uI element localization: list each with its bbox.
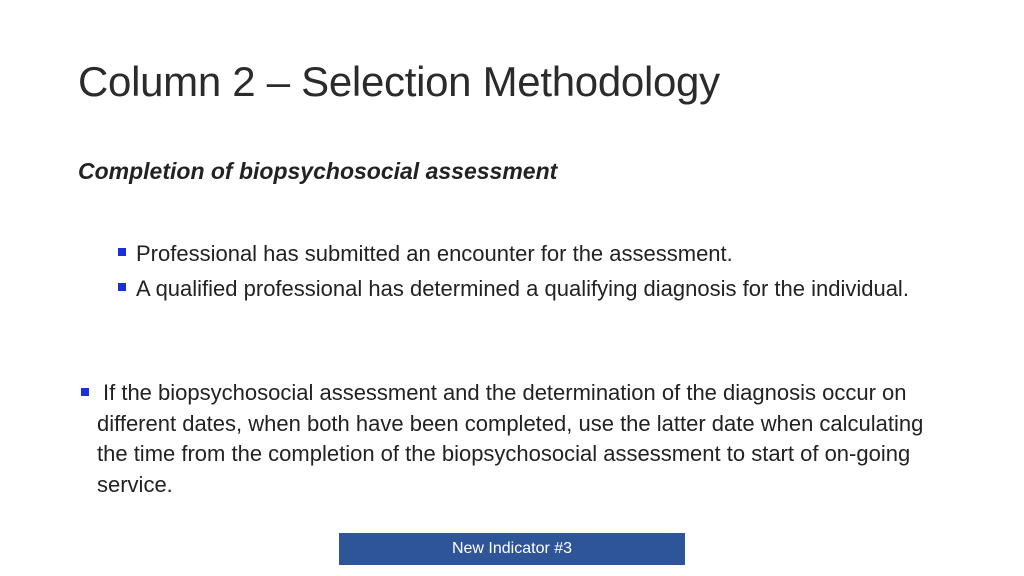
square-bullet-icon: [118, 283, 126, 291]
sub-bullet-list: [116, 238, 936, 308]
square-bullet-icon: [118, 248, 126, 256]
slide-title: Column 2 – Selection Methodology: [78, 58, 720, 105]
subtitle: Completion of biopsychosocial assessment: [78, 158, 558, 184]
main-bullet-text: If the biopsychosocial assessment and the determination of the diagnosis occur on different dates, when both have been completed, use the latter date when calculating the time from the completion of the biopsychosocial assessment to start of on-going service.: [97, 380, 924, 497]
main-bullet: [78, 378, 958, 500]
footer-label: New Indicator #3: [339, 533, 685, 565]
list-item-text: A qualified professional has determined a qualifying diagnosis for the individual.: [136, 276, 909, 301]
list-item: [116, 273, 936, 304]
list-item-text: Professional has submitted an encounter for the assessment.: [136, 241, 733, 266]
square-bullet-icon: [81, 388, 89, 396]
list-item: [116, 238, 936, 269]
